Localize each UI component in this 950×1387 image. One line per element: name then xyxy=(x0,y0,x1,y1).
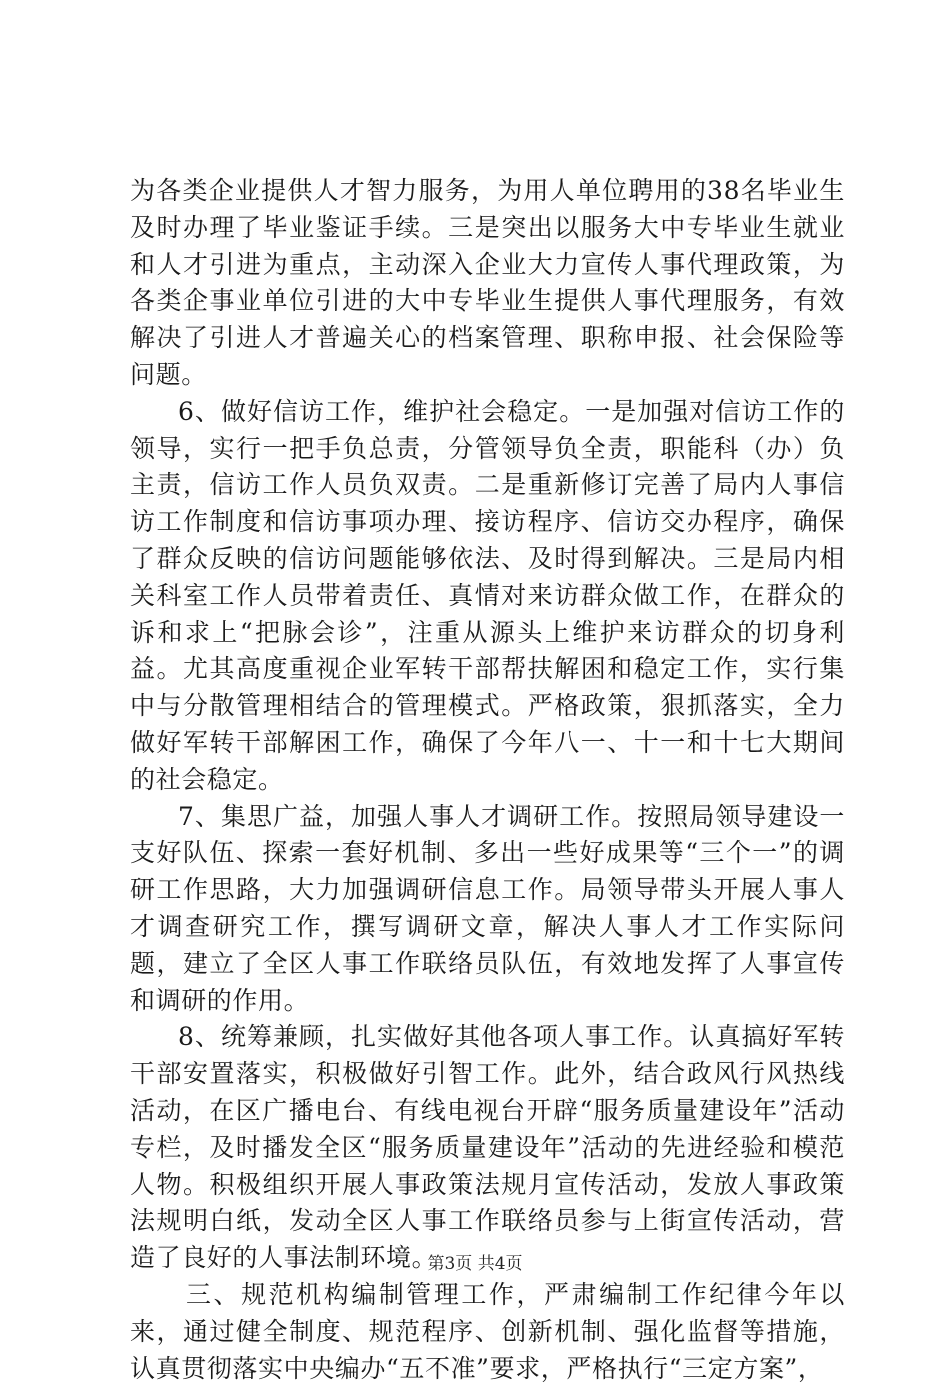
page-number-footer: 第3页 共4页 xyxy=(427,1254,523,1274)
paragraph-item-7: 7、集思广益，加强人事人才调研工作。按照局领导建设一支好队伍、探索一套好机制、多出一些好成果等“三个一”的调研工作思路，大力加强调研信息工作。局领导带头开展人事人才调查研究工作，撰写调研文章，解决人事人才工作实际问题，建立了全区人事工作联络员队伍，有效地发挥了人事宣传和调研的作用。 xyxy=(130,801,845,1015)
paragraph-item-6: 6、做好信访工作，维护社会稳定。一是加强对信访工作的领导，实行一把手负总责，分管领导负全责，职能科（办）负主责，信访工作人员负双责。二是重新修订完善了局内人事信访工作制度和信访事项办理、接访程序、信访交办程序，确保了群众反映的信访问题能够依法、及时得到解决。三是局内相关科室工作人员带着责任、真情对来访群众做工作，在群众的诉和求上“把脉会诊”，注重从源头上维护来访群众的切身利益。尤其高度重视企业军转干部帮扶解困和稳定工作，实行集中与分散管理相结合的管理模式。严格政策，狠抓落实，全力做好军转干部解困工作，确保了今年八一、十一和十七大期间的社会稳定。 xyxy=(130,396,845,794)
paragraph-continuation: 为各类企业提供人才智力服务，为用人单位聘用的38名毕业生及时办理了毕业鉴证手续。三是突出以服务大中专毕业生就业和人才引进为重点，主动深入企业大力宣传人事代理政策，为各类企事业单位引进的大中专毕业生提供人事代理服务，有效解决了引进人才普遍关心的档案管理、职称申报、社会保险等问题。 xyxy=(130,176,845,389)
paragraph-item-8: 8、统筹兼顾，扎实做好其他各项人事工作。认真搞好军转干部安置落实，积极做好引智工作。此外，结合政风行风热线活动，在区广播电台、有线电视台开辟“服务质量建设年”活动专栏，及时播发全区“服务质量建设年”活动的先进经验和模范人物。积极组织开展人事政策法规月宣传活动，发放人事政策法规明白纸，发动全区人事工作联络员参与上街宣传活动，营造了良好的人事法制环境。 xyxy=(130,1022,845,1273)
body-text xyxy=(130,173,845,1387)
section-heading-paragraph-3: 三、规范机构编制管理工作，严肃编制工作纪律今年以来，通过健全制度、规范程序、创新机制、强化监督等措施，认真贯彻落实中央编办“五不准”要求，严格执行“三定方案”， xyxy=(130,1279,845,1383)
